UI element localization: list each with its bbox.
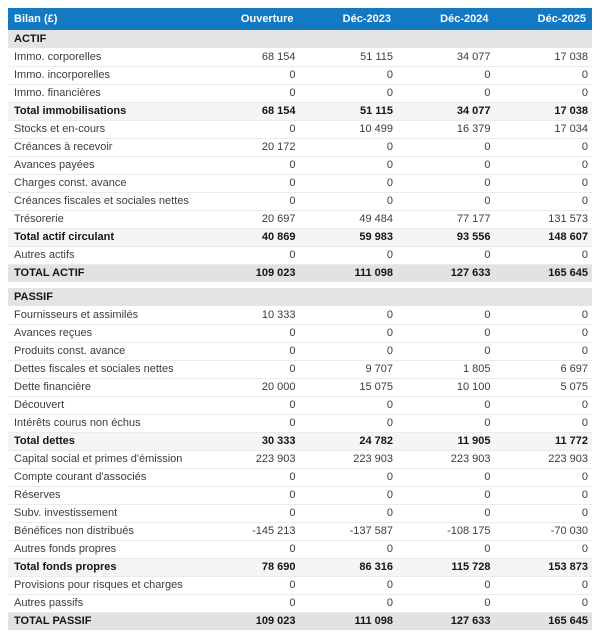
cell-value: 59 983 [300, 228, 398, 246]
row-label: TOTAL PASSIF [8, 612, 202, 630]
cell-value: 0 [397, 306, 495, 324]
cell-value: 0 [300, 342, 398, 360]
cell-value: 0 [300, 594, 398, 612]
cell-value: 0 [397, 414, 495, 432]
cell-value: 0 [202, 360, 300, 378]
row-label: Trésorerie [8, 210, 202, 228]
cell-value: 0 [495, 468, 593, 486]
cell-value: 0 [397, 342, 495, 360]
cell-value [397, 30, 495, 48]
cell-value [202, 288, 300, 306]
cell-value: 0 [495, 342, 593, 360]
row-label: ACTIF [8, 30, 202, 48]
cell-value: 0 [202, 396, 300, 414]
cell-value: 0 [300, 324, 398, 342]
row-label: Bénéfices non distribués [8, 522, 202, 540]
row-label: Provisions pour risques et charges [8, 576, 202, 594]
row-label: Immo. financières [8, 84, 202, 102]
table-row [8, 210, 592, 228]
header-row [8, 8, 592, 30]
cell-value: 0 [397, 138, 495, 156]
cell-value: 111 098 [300, 264, 398, 282]
cell-value: 0 [300, 414, 398, 432]
cell-value: 17 034 [495, 120, 593, 138]
row-label: Créances à recevoir [8, 138, 202, 156]
cell-value: 0 [202, 246, 300, 264]
cell-value: 115 728 [397, 558, 495, 576]
cell-value: 1 805 [397, 360, 495, 378]
cell-value: 0 [495, 576, 593, 594]
table-row [8, 246, 592, 264]
row-label: Charges const. avance [8, 174, 202, 192]
cell-value: 109 023 [202, 264, 300, 282]
cell-value [495, 288, 593, 306]
row-label: Total immobilisations [8, 102, 202, 120]
row-label: Compte courant d'associés [8, 468, 202, 486]
cell-value: 0 [495, 138, 593, 156]
table-row [8, 576, 592, 594]
cell-value: 0 [202, 414, 300, 432]
cell-value: 0 [300, 66, 398, 84]
cell-value: 0 [300, 84, 398, 102]
cell-value: 6 697 [495, 360, 593, 378]
row-label: Réserves [8, 486, 202, 504]
cell-value: 0 [495, 66, 593, 84]
row-label: Intérêts courus non échus [8, 414, 202, 432]
row-label: Capital social et primes d'émission [8, 450, 202, 468]
cell-value: 10 333 [202, 306, 300, 324]
cell-value: 0 [300, 396, 398, 414]
cell-value: 0 [397, 84, 495, 102]
table-row [8, 396, 592, 414]
row-label: TOTAL ACTIF [8, 264, 202, 282]
cell-value: 0 [300, 468, 398, 486]
cell-value: 0 [397, 594, 495, 612]
table-row [8, 504, 592, 522]
cell-value: 0 [300, 504, 398, 522]
cell-value: 17 038 [495, 48, 593, 66]
row-label: Stocks et en-cours [8, 120, 202, 138]
cell-value: 127 633 [397, 612, 495, 630]
cell-value: 0 [202, 192, 300, 210]
column-header-bilan: Bilan (£) [8, 8, 202, 30]
row-label: Dettes fiscales et sociales nettes [8, 360, 202, 378]
column-header: Déc-2024 [397, 8, 495, 30]
cell-value: 0 [202, 174, 300, 192]
cell-value: -70 030 [495, 522, 593, 540]
row-label: Subv. investissement [8, 504, 202, 522]
subtotal-row [8, 558, 592, 576]
table-row [8, 360, 592, 378]
cell-value: 68 154 [202, 102, 300, 120]
cell-value: 0 [202, 576, 300, 594]
table-row [8, 324, 592, 342]
cell-value: 0 [202, 540, 300, 558]
cell-value [300, 30, 398, 48]
table-row [8, 522, 592, 540]
cell-value: 223 903 [300, 450, 398, 468]
row-label: Autres actifs [8, 246, 202, 264]
cell-value: 0 [397, 576, 495, 594]
column-header: Ouverture [202, 8, 300, 30]
cell-value: 0 [495, 246, 593, 264]
cell-value: 131 573 [495, 210, 593, 228]
cell-value: 127 633 [397, 264, 495, 282]
row-label: Avances reçues [8, 324, 202, 342]
cell-value: 20 697 [202, 210, 300, 228]
cell-value: 0 [495, 504, 593, 522]
cell-value: 34 077 [397, 48, 495, 66]
cell-value: 0 [300, 540, 398, 558]
row-label: Total actif circulant [8, 228, 202, 246]
grand-total-row [8, 264, 592, 282]
cell-value: 40 869 [202, 228, 300, 246]
cell-value [495, 30, 593, 48]
table-row [8, 486, 592, 504]
cell-value: 0 [202, 66, 300, 84]
row-label: Immo. incorporelles [8, 66, 202, 84]
cell-value: 0 [397, 540, 495, 558]
row-label: Fournisseurs et assimilés [8, 306, 202, 324]
cell-value: 0 [202, 594, 300, 612]
cell-value: 111 098 [300, 612, 398, 630]
cell-value: 148 607 [495, 228, 593, 246]
cell-value: 77 177 [397, 210, 495, 228]
cell-value: 0 [202, 324, 300, 342]
cell-value: 0 [397, 396, 495, 414]
cell-value [397, 288, 495, 306]
table-row [8, 120, 592, 138]
cell-value: 0 [300, 306, 398, 324]
cell-value: 24 782 [300, 432, 398, 450]
table-row [8, 594, 592, 612]
cell-value: 0 [300, 192, 398, 210]
cell-value: 0 [495, 540, 593, 558]
cell-value: 0 [300, 576, 398, 594]
cell-value: 223 903 [397, 450, 495, 468]
row-label: Autres fonds propres [8, 540, 202, 558]
cell-value: 0 [495, 174, 593, 192]
table-row [8, 306, 592, 324]
table-row [8, 414, 592, 432]
cell-value: 20 172 [202, 138, 300, 156]
table-row [8, 540, 592, 558]
table-header [8, 8, 592, 30]
cell-value: 10 100 [397, 378, 495, 396]
table-row [8, 192, 592, 210]
cell-value: 0 [202, 486, 300, 504]
cell-value: 86 316 [300, 558, 398, 576]
cell-value: 0 [397, 192, 495, 210]
table-row [8, 48, 592, 66]
cell-value: 0 [495, 324, 593, 342]
cell-value: 11 905 [397, 432, 495, 450]
cell-value: 78 690 [202, 558, 300, 576]
cell-value: -145 213 [202, 522, 300, 540]
cell-value: 0 [300, 138, 398, 156]
cell-value: 0 [300, 246, 398, 264]
cell-value: 0 [495, 594, 593, 612]
cell-value: 0 [495, 192, 593, 210]
cell-value: 223 903 [495, 450, 593, 468]
subtotal-row [8, 102, 592, 120]
row-label: Total fonds propres [8, 558, 202, 576]
grand-total-row [8, 612, 592, 630]
cell-value: 165 645 [495, 264, 593, 282]
cell-value: 5 075 [495, 378, 593, 396]
cell-value: 0 [397, 486, 495, 504]
cell-value: 51 115 [300, 48, 398, 66]
subtotal-row [8, 432, 592, 450]
cell-value: 0 [495, 84, 593, 102]
row-label: Créances fiscales et sociales nettes [8, 192, 202, 210]
cell-value: 68 154 [202, 48, 300, 66]
cell-value: 30 333 [202, 432, 300, 450]
table-row [8, 468, 592, 486]
cell-value: 0 [397, 504, 495, 522]
cell-value: 0 [495, 396, 593, 414]
table-row [8, 342, 592, 360]
section-row [8, 288, 592, 306]
cell-value: 93 556 [397, 228, 495, 246]
cell-value: 15 075 [300, 378, 398, 396]
row-label: Autres passifs [8, 594, 202, 612]
cell-value: 0 [300, 486, 398, 504]
cell-value: 0 [495, 414, 593, 432]
table-body [8, 30, 592, 630]
subtotal-row [8, 228, 592, 246]
cell-value: 0 [202, 468, 300, 486]
row-label: PASSIF [8, 288, 202, 306]
cell-value: 0 [397, 246, 495, 264]
table-row [8, 138, 592, 156]
cell-value: 0 [397, 468, 495, 486]
table-row [8, 174, 592, 192]
cell-value: 0 [202, 342, 300, 360]
cell-value: 0 [202, 156, 300, 174]
cell-value: 17 038 [495, 102, 593, 120]
row-label: Découvert [8, 396, 202, 414]
cell-value: 16 379 [397, 120, 495, 138]
cell-value: 0 [202, 120, 300, 138]
row-label: Produits const. avance [8, 342, 202, 360]
column-header: Déc-2023 [300, 8, 398, 30]
row-label: Avances payées [8, 156, 202, 174]
cell-value: 0 [202, 504, 300, 522]
cell-value: 34 077 [397, 102, 495, 120]
row-label: Immo. corporelles [8, 48, 202, 66]
table-row [8, 66, 592, 84]
cell-value: 0 [495, 306, 593, 324]
table-row [8, 156, 592, 174]
cell-value: 9 707 [300, 360, 398, 378]
cell-value: 0 [300, 156, 398, 174]
cell-value: 49 484 [300, 210, 398, 228]
cell-value: 10 499 [300, 120, 398, 138]
cell-value: 153 873 [495, 558, 593, 576]
table-row [8, 84, 592, 102]
cell-value: 0 [300, 174, 398, 192]
cell-value: 11 772 [495, 432, 593, 450]
cell-value: -108 175 [397, 522, 495, 540]
cell-value: 0 [397, 324, 495, 342]
section-row [8, 30, 592, 48]
table-row [8, 378, 592, 396]
cell-value: 0 [397, 156, 495, 174]
cell-value: 223 903 [202, 450, 300, 468]
cell-value [202, 30, 300, 48]
cell-value: -137 587 [300, 522, 398, 540]
row-label: Dette financière [8, 378, 202, 396]
cell-value: 51 115 [300, 102, 398, 120]
cell-value: 0 [397, 174, 495, 192]
cell-value: 0 [202, 84, 300, 102]
cell-value: 0 [397, 66, 495, 84]
cell-value: 20 000 [202, 378, 300, 396]
column-header: Déc-2025 [495, 8, 593, 30]
cell-value: 165 645 [495, 612, 593, 630]
balance-sheet-table [8, 8, 592, 630]
cell-value: 0 [495, 486, 593, 504]
row-label: Total dettes [8, 432, 202, 450]
cell-value: 0 [495, 156, 593, 174]
cell-value: 109 023 [202, 612, 300, 630]
cell-value [300, 288, 398, 306]
table-row [8, 450, 592, 468]
